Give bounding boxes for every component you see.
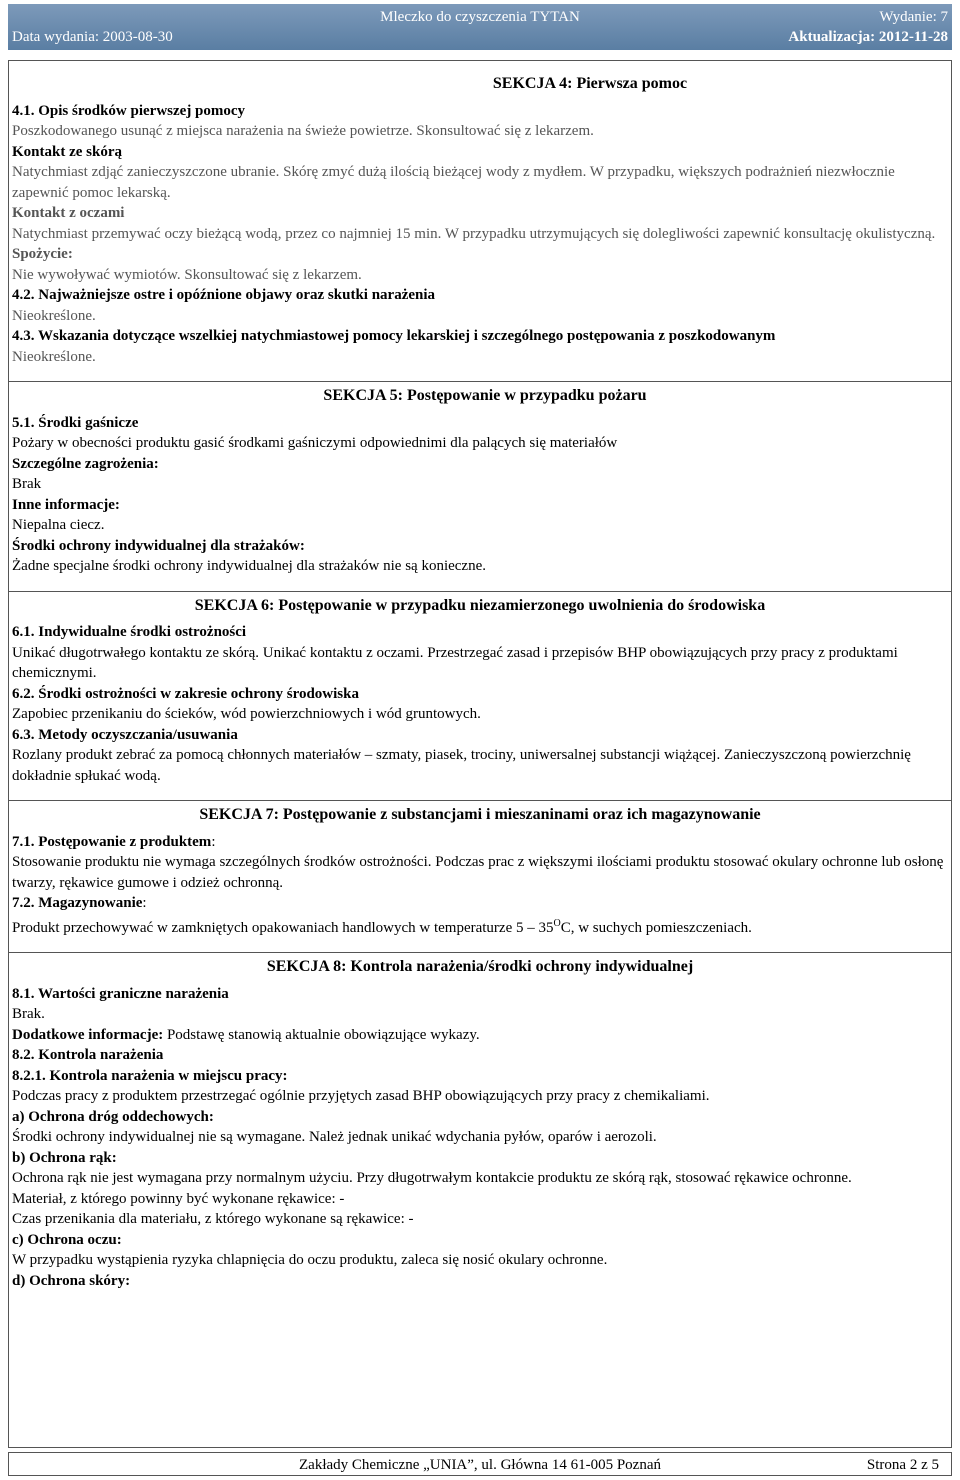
eye-protection-text: W przypadku wystąpienia ryzyka chlapnięcia do oczu produktu, zaleca się nosić okulary ochronne. xyxy=(12,1252,608,1268)
text-7-2-b: C, w suchych pomieszczeniach. xyxy=(560,919,752,936)
inhalation-text: Poszkodowanego usunąć z miejsca narażenia na świeże powietrze. Skonsultować się z lekarzem. xyxy=(12,123,594,139)
heading-7-1-row: 7.1. Postępowanie z produktem: xyxy=(12,833,216,850)
heading-8-2-1: 8.2.1. Kontrola narażenia w miejscu pracy: xyxy=(12,1067,288,1084)
heading-6-1: 6.1. Indywidualne środki ostrożności xyxy=(12,624,247,640)
text-7-1: Stosowanie produktu nie wymaga szczególnych środków ostrożności. Podczas prac z większymi ilościami produktu stosować okulary ochronne lub osłonę twarzy, rękawice gumowe i odzież ochronną. xyxy=(12,854,944,891)
text-4-2: Nieokreślone. xyxy=(12,307,96,324)
hand-protection-label: b) Ochrona rąk: xyxy=(12,1149,117,1166)
special-hazards-label: Szczególne zagrożenia: xyxy=(12,455,159,472)
eye-protection-label: c) Ochrona oczu: xyxy=(12,1231,122,1248)
skin-protection-label: d) Ochrona skóry: xyxy=(12,1272,131,1289)
section-5-title: SEKCJA 5: Postępowanie w przypadku pożaru xyxy=(323,387,647,404)
heading-7-2-row: 7.2. Magazynowanie: xyxy=(12,895,147,911)
glove-material: Materiał, z którego powinny być wykonane rękawice: - xyxy=(12,1190,345,1207)
firefighter-ppe-label: Środki ochrony indywidualnej dla strażaków: xyxy=(12,537,305,554)
heading-4-2: 4.2. Najważniejsze ostre i opóźnione objawy oraz skutki narażenia xyxy=(12,287,436,303)
heading-4-1: 4.1. Opis środków pierwszej pomocy xyxy=(12,102,246,119)
section-8-title: SEKCJA 8: Kontrola narażenia/środki ochrony indywidualnej xyxy=(266,958,694,975)
additional-info-label: Dodatkowe informacje: xyxy=(12,1026,164,1043)
text-6-2: Zapobiec przenikaniu do ścieków, wód powierzchniowych i wód gruntowych. xyxy=(12,706,481,722)
ingestion-label: Spożycie: xyxy=(12,246,73,262)
skin-contact-label: Kontakt ze skórą xyxy=(12,143,122,160)
respiratory-text: Środki ochrony indywidualnej nie są wymagane. Należ jednak unikać wdychania pyłów, oparów i aerozoli. xyxy=(12,1129,657,1145)
text-4-3: Nieokreślone. xyxy=(12,348,96,365)
text-8-1: Brak. xyxy=(12,1006,45,1022)
additional-info xyxy=(12,1025,948,1046)
text-7-2-a: Produkt przechowywać w zamkniętych opakowaniach handlowych w temperaturze 5 – 35 xyxy=(12,919,554,936)
header-spacer xyxy=(12,4,324,28)
heading-8-2: 8.2. Kontrola narażenia xyxy=(12,1047,164,1063)
document-footer xyxy=(8,1452,952,1476)
skin-contact-text: Natychmiast zdjąć zanieczyszczone ubranie. Skórę zmyć dużą ilością bieżącej wody z mydłem. W przypadku, większych podrażnień niezwłocznie zapewnić pomoc lekarską. xyxy=(12,164,895,201)
issue-date: Data wydania: 2003-08-30 xyxy=(12,29,173,45)
company-address: Zakłady Chemiczne „UNIA”, ul. Główna 14 61-005 Poznań xyxy=(299,1457,661,1473)
product-title: Mleczko do czyszczenia TYTAN xyxy=(380,9,580,25)
text-8-2-1: Podczas pracy z produktem przestrzegać ogólnie przyjętych zasad BHP obowiązujących przy pracy z chemikaliami. xyxy=(12,1088,710,1104)
text-5-1: Pożary w obecności produktu gasić środkami gaśniczymi odpowiednimi dla palących się materiałów xyxy=(12,435,618,451)
degree-sup: O xyxy=(553,917,561,929)
other-info-label: Inne informacje: xyxy=(12,496,120,513)
special-hazards-text: Brak xyxy=(12,476,42,492)
page-number: Strona 2 z 5 xyxy=(866,1457,939,1473)
heading-7-1: 7.1. Postępowanie z produktem xyxy=(12,833,212,850)
heading-6-3: 6.3. Metody oczyszczania/usuwania xyxy=(12,726,238,743)
section-6-title: SEKCJA 6: Postępowanie w przypadku niezamierzonego uwolnienia do środowiska xyxy=(194,596,766,614)
respiratory-label: a) Ochrona dróg oddechowych: xyxy=(12,1108,214,1125)
eye-contact-label: Kontakt z oczami xyxy=(12,205,125,221)
edition: Wydanie: 7 xyxy=(879,9,948,25)
other-info-text: Niepalna ciecz. xyxy=(12,517,105,533)
heading-6-2: 6.2. Środki ostrożności w zakresie ochrony środowiska xyxy=(12,685,359,702)
ingestion-text: Nie wywoływać wymiotów. Skonsultować się z lekarzem. xyxy=(12,266,362,283)
section-4-title: SEKCJA 4: Pierwsza pomoc xyxy=(492,75,688,92)
heading-8-1: 8.1. Wartości graniczne narażenia xyxy=(12,985,229,1002)
firefighter-ppe-text: Żadne specjalne środki ochrony indywidualnej dla strażaków nie są konieczne. xyxy=(12,558,487,574)
additional-info-text: Podstawę stanowią aktualnie obowiązujące wykazy. xyxy=(163,1026,480,1043)
hand-protection-text: Ochrona rąk nie jest wymagana przy normalnym użyciu. Przy długotrwałym kontakcie produktu ze skórą rąk, stosować rękawice ochronne. xyxy=(12,1170,852,1186)
heading-5-1: 5.1. Środki gaśnicze xyxy=(12,414,139,431)
text-7-2 xyxy=(12,914,948,939)
document-header xyxy=(8,4,952,50)
section-7-title: SEKCJA 7: Postępowanie z substancjami i mieszaninami oraz ich magazynowanie xyxy=(199,806,761,823)
document-body xyxy=(12,72,948,1291)
heading-4-3: 4.3. Wskazania dotyczące wszelkiej natychmiastowej pomocy lekarskiej i szczególnego postępowania z poszkodowanym xyxy=(12,328,776,344)
glove-breakthrough: Czas przenikania dla materiału, z którego wykonane są rękawice: - xyxy=(12,1211,414,1227)
text-6-3: Rozlany produkt zebrać za pomocą chłonnych materiałów – szmaty, piasek, trociny, uniwersalnej substancji wiążącej. Zanieczyszczoną powierzchnię dokładnie spłukać wodą. xyxy=(12,747,911,784)
eye-contact-text: Natychmiast przemywać oczy bieżącą wodą, przez co najmniej 15 min. W przypadku utrzymujących się dolegliwości zapewnić konsultację okulistyczną. xyxy=(12,225,936,242)
update-date: Aktualizacja: 2012-11-28 xyxy=(788,29,948,45)
text-6-1: Unikać długotrwałego kontaktu ze skórą. Unikać kontaktu z oczami. Przestrzegać zasad i przepisów BHP obowiązujących przy pracy z produktami chemicznymi. xyxy=(12,644,898,681)
heading-7-2: 7.2. Magazynowanie xyxy=(12,895,143,911)
